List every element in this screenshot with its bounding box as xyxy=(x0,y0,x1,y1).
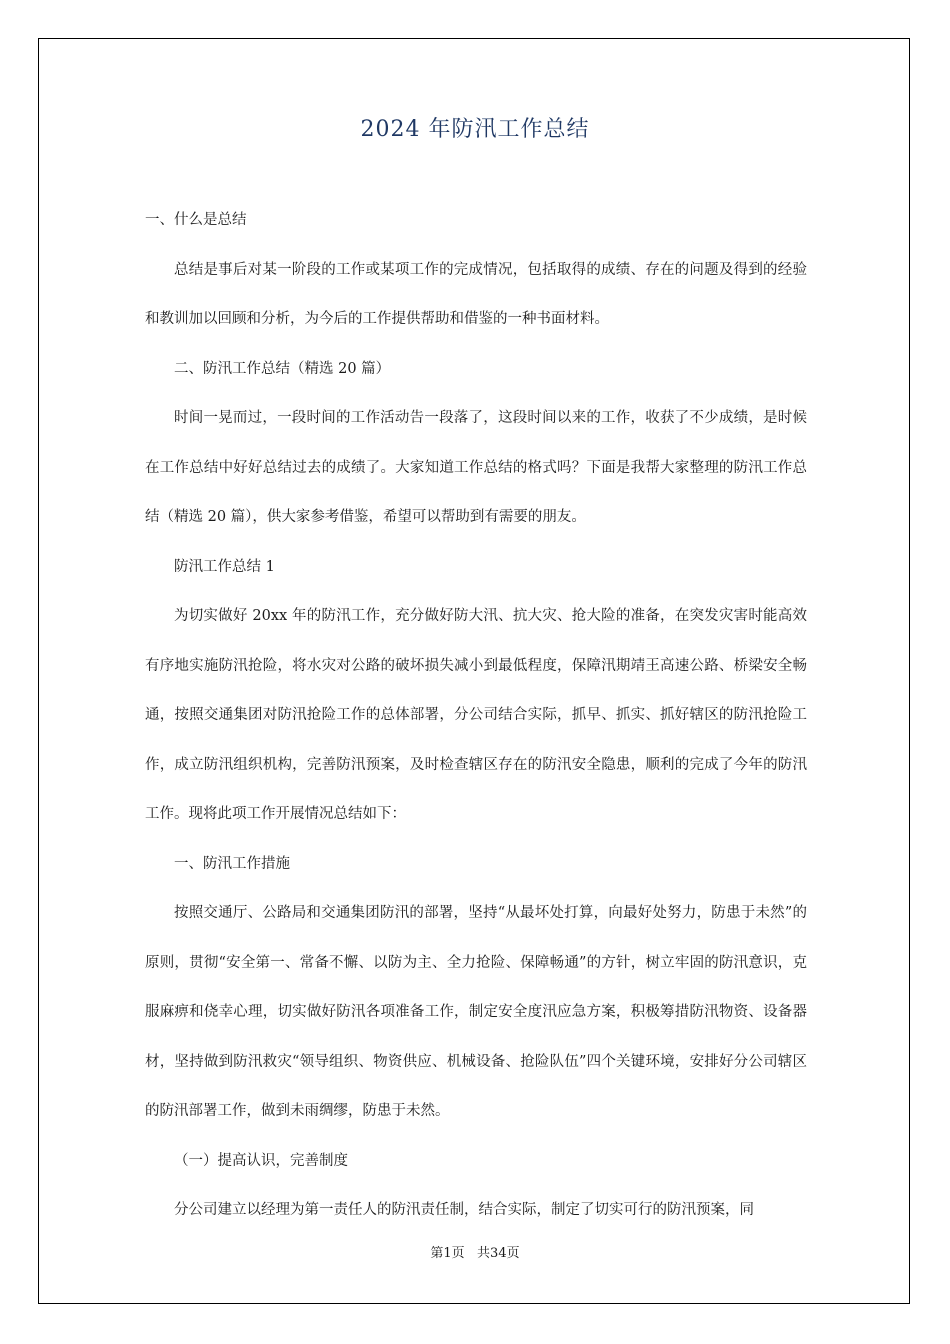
paragraph-1: 一、什么是总结 xyxy=(145,212,247,228)
paragraph-5: 防汛工作总结 1 xyxy=(174,558,275,575)
paragraph-2: 总结是事后对某一阶段的工作或某项工作的完成情况，包括取得的成绩、存在的问题及得到的经验和教训加以回顾和分析，为今后的工作提供帮助和借鉴的一种书面材料。 xyxy=(145,261,807,327)
paragraph-10: 分公司建立以经理为第一责任人的防汛责任制，结合实际，制定了切实可行的防汛预案，同 xyxy=(174,1202,754,1218)
paragraph-7: 一、防汛工作措施 xyxy=(174,855,290,872)
page-footer: 第1页 共34页 xyxy=(430,1246,520,1261)
document-title: 2024 年防汛工作总结 xyxy=(360,117,590,142)
document-body xyxy=(145,196,807,1236)
paragraph-6: 为切实做好 20xx 年的防汛工作，充分做好防大汛、抗大灾、抢大险的准备，在突发灾害时能高效有序地实施防汛抢险，将水灾对公路的破坏损失减小到最低程度，保障汛期靖王高速公路、桥梁安全畅通，按照交通集团对防汛抢险工作的总体部署，分公司结合实际，抓早、抓实、抓好辖区的防汛抢险工作，成立防汛组织机构，完善防汛预案，及时检查辖区存在的防汛安全隐患，顺利的完成了今年的防汛工作。现将此项工作开展情况总结如下： xyxy=(145,608,807,822)
paragraph-8: 按照交通厅、公路局和交通集团防汛的部署，坚持“从最坏处打算，向最好处努力，防患于未然”的原则，贯彻“安全第一、常备不懈、以防为主、全力抢险、保障畅通”的方针，树立牢固的防汛意识，克服麻痹和侥幸心理，切实做好防汛各项准备工作，制定安全度汛应急方案，积极筹措防汛物资、设备器材，坚持做到防汛救灾“领导组织、物资供应、机械设备、抢险队伍”四个关键环境，安排好分公司辖区的防汛部署工作，做到未雨绸缪，防患于未然。 xyxy=(145,905,807,1119)
paragraph-4: 时间一晃而过，一段时间的工作活动告一段落了，这段时间以来的工作，收获了不少成绩，是时候在工作总结中好好总结过去的成绩了。大家知道工作总结的格式吗？下面是我帮大家整理的防汛工作总结（精选 20 篇），供大家参考借鉴，希望可以帮助到有需要的朋友。 xyxy=(145,410,807,525)
paragraph-3: 二、防汛工作总结（精选 20 篇） xyxy=(174,360,391,377)
paragraph-9: （一）提高认识，完善制度 xyxy=(174,1152,348,1169)
